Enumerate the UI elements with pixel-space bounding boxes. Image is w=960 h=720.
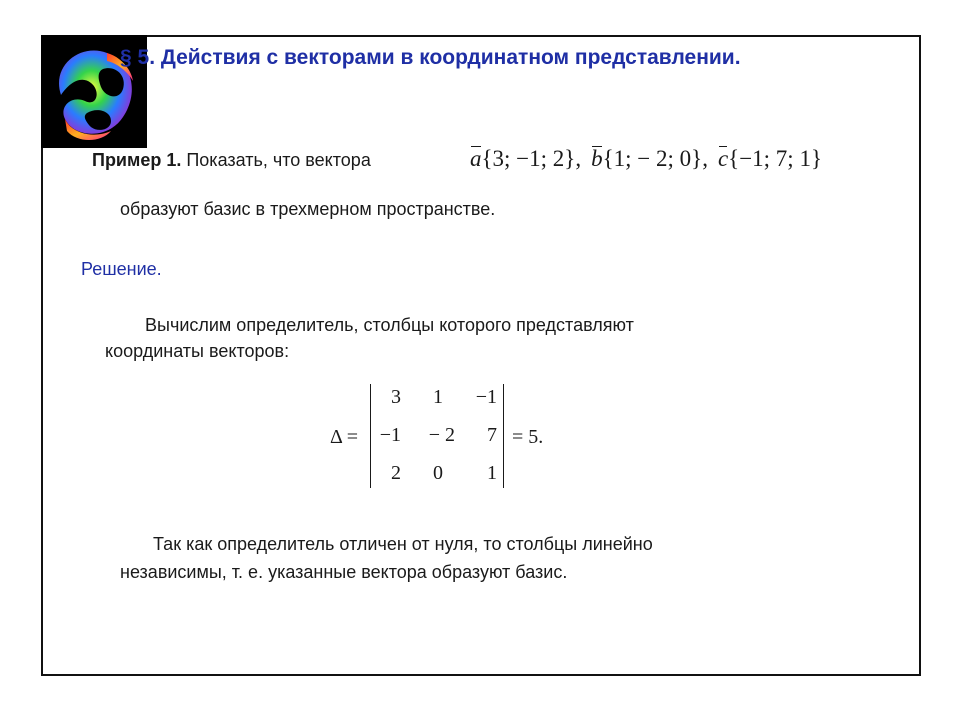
example-label: Пример 1.: [92, 150, 182, 170]
example-text: Показать, что вектора: [186, 150, 371, 170]
vector-c: [718, 146, 822, 172]
vector-name: a: [470, 146, 482, 171]
determinant-rhs: = 5.: [512, 426, 544, 448]
example-statement: [92, 150, 371, 171]
example-line2: образуют базис в трехмерном пространстве.: [120, 199, 496, 219]
paragraph-line: Так как определитель отличен от нуля, то столбцы линейно: [153, 534, 653, 554]
vector-coords: {3; −1; 2}: [481, 146, 576, 171]
matrix-cell: 1: [433, 386, 443, 408]
vector-coords: {1; − 2; 0}: [602, 146, 703, 171]
vector-separator: ,: [702, 146, 708, 171]
matrix-cell: −1: [475, 386, 497, 408]
vector-separator: ,: [575, 146, 582, 171]
determinant-matrix: [370, 384, 504, 488]
matrix-cell: 1: [487, 462, 497, 484]
determinant-lhs: Δ =: [330, 426, 359, 448]
solution-paragraph-1: [105, 312, 634, 364]
slide-title: § 5. Действия с векторами в координатном представлении.: [120, 46, 741, 69]
paragraph-line: независимы, т. е. указанные вектора образуют базис.: [120, 562, 568, 582]
matrix-cell: 0: [433, 462, 443, 484]
paragraph-line: координаты векторов:: [105, 341, 290, 361]
vector-list: [470, 146, 822, 172]
matrix-cell: 3: [391, 386, 401, 408]
vector-a: [470, 146, 581, 172]
matrix-cell: −1: [379, 424, 401, 446]
vector-name: b: [591, 146, 603, 171]
matrix-cell: 7: [487, 424, 497, 446]
matrix-cell: 2: [391, 462, 401, 484]
conclusion-paragraph: [120, 530, 653, 586]
vector-name: c: [717, 146, 729, 171]
paragraph-line: Вычислим определитель, столбцы которого представляют: [145, 315, 634, 335]
vector-coords: {−1; 7; 1}: [728, 146, 822, 171]
vector-b: [591, 146, 708, 172]
matrix-cell: − 2: [428, 424, 455, 446]
solution-label: Решение.: [81, 259, 162, 279]
